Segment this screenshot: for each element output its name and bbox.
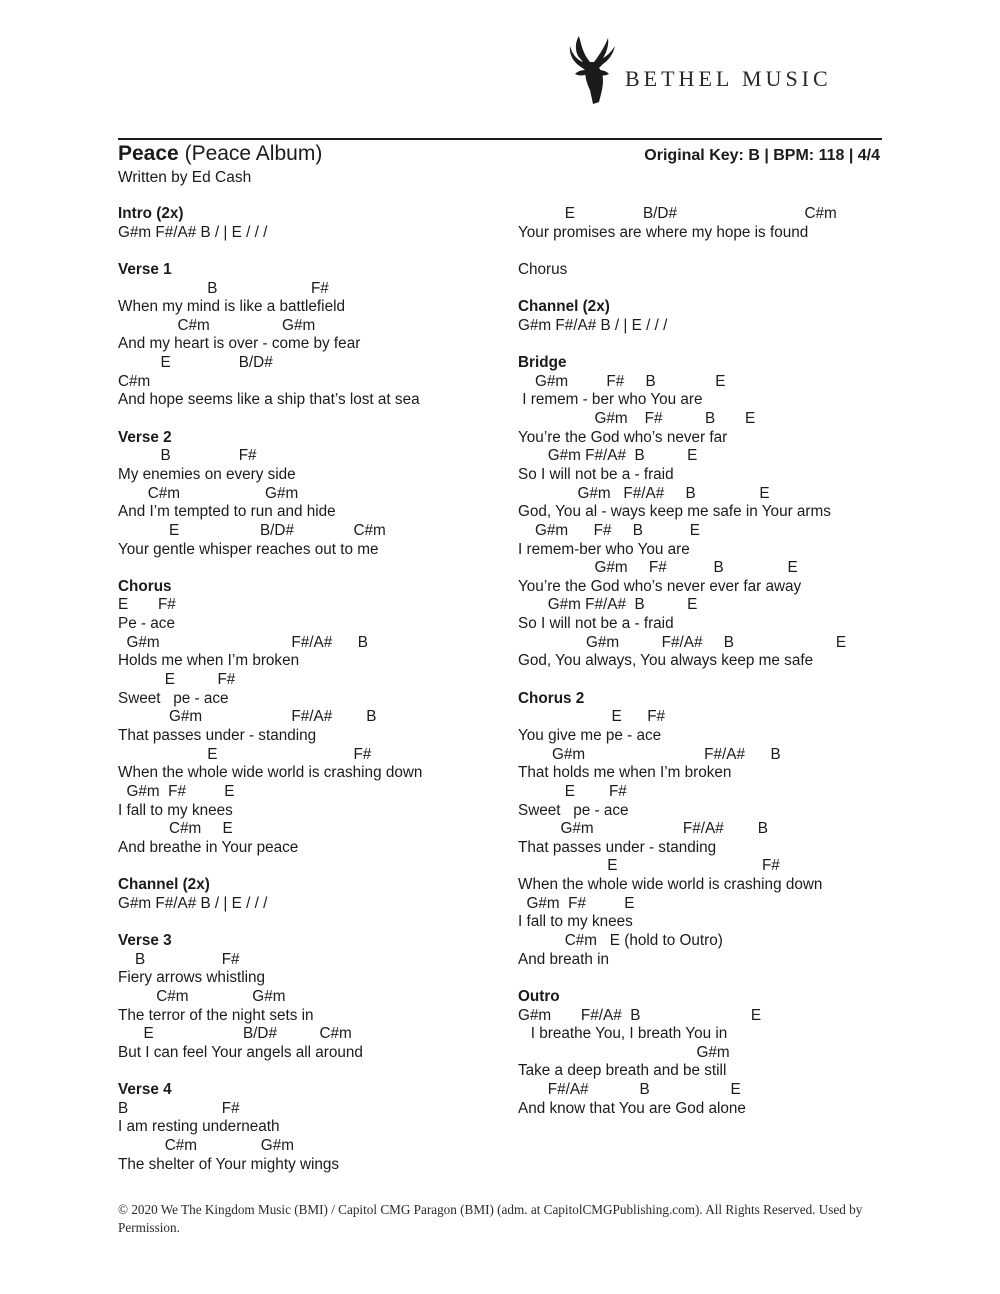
song-meta: Original Key: B | BPM: 118 | 4/4 (644, 147, 880, 164)
section-heading: Channel (2x) (118, 876, 210, 894)
chart-line: C#m G#m (118, 484, 299, 502)
chart-line: God, You al - ways keep me safe in Your arms (518, 503, 831, 521)
chart-line: E F# (518, 857, 780, 875)
chart-line: G#m F# B E (518, 372, 726, 390)
spacer-line (518, 280, 908, 299)
chart-line: G#m F#/A# B / | E / / / (518, 316, 668, 334)
section-heading: Outro (518, 987, 560, 1005)
chart-line: Sweet pe - ace (518, 801, 629, 819)
section-heading: Bridge (518, 354, 567, 372)
spacer-line (118, 1062, 490, 1081)
chart-line: God, You always, You always keep me safe (518, 652, 814, 670)
chart-line: I remem-ber who You are (518, 540, 690, 558)
spacer-line (518, 969, 908, 988)
chart-line: E F# (518, 782, 627, 800)
spacer-line (518, 671, 908, 690)
chart-line: G#m F#/A# B E (518, 1006, 762, 1024)
chart-line: So I will not be a - fraid (518, 615, 674, 633)
chart-line: And know that You are God alone (518, 1099, 746, 1117)
spacer-line (118, 410, 490, 429)
chart-line: G#m F#/A# B (518, 820, 768, 838)
spacer-line (118, 242, 490, 261)
chart-line: B F# (118, 447, 257, 465)
chart-line: E F# (518, 708, 666, 726)
chart-line: B F# (118, 1099, 240, 1117)
chart-line: E F# (118, 596, 176, 614)
chart-line: E B/D# C#m (118, 521, 386, 539)
spacer-line (518, 335, 908, 354)
chart-line: G#m F#/A# B E (518, 633, 847, 651)
album-name: (Peace Album) (184, 142, 323, 165)
section-heading: Verse 2 (118, 428, 172, 446)
chart-line: Fiery arrows whistling (118, 969, 266, 987)
chart-line: E B/D# C#m (118, 1025, 352, 1043)
section-heading: Chorus (118, 577, 172, 595)
chart-line: B F# (118, 950, 240, 968)
chart-line: I remem - ber who You are (518, 391, 703, 409)
spacer-line (118, 913, 490, 932)
chart-line: When the whole wide world is crashing down (118, 764, 423, 782)
song-title-line (118, 142, 322, 166)
chart-line: I breathe You, I breath You in (518, 1025, 728, 1043)
chart-line: B F# (118, 279, 329, 297)
chart-line: E F# (118, 745, 372, 763)
chart-line: G#m F#/A# B (118, 708, 377, 726)
spacer-line (518, 242, 908, 261)
spacer-line (118, 559, 490, 578)
chart-line: G#m F#/A# B / | E / / / (118, 894, 268, 912)
chart-line: G#m F# B E (518, 521, 700, 539)
chart-line: G#m F#/A# B / | E / / / (118, 223, 268, 241)
chart-line: G#m F#/A# B E (518, 447, 698, 465)
chart-line: And hope seems like a ship that’s lost at sea (118, 391, 420, 409)
chart-line: C#m (118, 372, 151, 390)
chart-line: When the whole wide world is crashing down (518, 876, 823, 894)
chart-line: When my mind is like a battlefield (118, 298, 345, 316)
chart-line: Take a deep breath and be still (518, 1062, 727, 1080)
chart-line: And breath in (518, 950, 609, 968)
section-heading: Verse 3 (118, 931, 172, 949)
chart-line: I fall to my knees (118, 801, 233, 819)
chart-line: E B/D# C#m (518, 205, 837, 222)
chart-line: C#m G#m (118, 987, 286, 1005)
right-column (518, 205, 908, 1118)
brand-name: BETHEL MUSIC (625, 66, 832, 91)
chart-line: G#m F#/A# B (118, 633, 368, 651)
chart-line: C#m G#m (118, 1137, 294, 1155)
chart-line: You’re the God who’s never ever far away (518, 577, 802, 595)
chart-line: C#m E (118, 820, 233, 838)
chart-line: My enemies on every side (118, 465, 296, 483)
chart-line: So I will not be a - fraid (518, 465, 674, 483)
chart-line: Sweet pe - ace (118, 689, 229, 707)
song-writer: Written by Ed Cash (118, 169, 252, 186)
copyright-footer: © 2020 We The Kingdom Music (BMI) / Capitol CMG Paragon (BMI) (adm. at CapitolCMGPublishing.com). All Rights Reserved. Used by Permission. (118, 1202, 863, 1235)
chart-line: You’re the God who’s never far (518, 428, 728, 446)
chart-line: E B/D# (118, 354, 273, 372)
chart-line: G#m F#/A# B (518, 745, 781, 763)
spacer-line (118, 857, 490, 876)
section-heading: Channel (2x) (518, 298, 610, 316)
chart-line: Pe - ace (118, 615, 175, 633)
stag-head-icon (563, 30, 621, 110)
chart-line: And breathe in Your peace (118, 838, 299, 856)
chart-line: The shelter of Your mighty wings (118, 1155, 340, 1173)
chart-line: And I’m tempted to run and hide (118, 503, 336, 521)
chart-line: C#m E (hold to Outro) (518, 931, 723, 949)
header-rule (118, 138, 882, 140)
chart-line: You give me pe - ace (518, 726, 662, 744)
chart-line: The terror of the night sets in (118, 1006, 314, 1024)
chart-line: I am resting underneath (118, 1118, 280, 1136)
chart-line: Your promises are where my hope is found (518, 223, 809, 241)
section-heading: Verse 1 (118, 260, 172, 278)
chart-line: That passes under - standing (118, 726, 317, 744)
chart-line: Chorus (518, 260, 568, 278)
section-heading: Intro (2x) (118, 205, 184, 222)
chart-line: G#m F#/A# B E (518, 484, 770, 502)
chart-line: F#/A# B E (518, 1081, 741, 1099)
chart-line: C#m G#m (118, 316, 316, 334)
left-column (118, 205, 490, 1174)
section-heading: Chorus 2 (518, 689, 585, 707)
brand-logo (563, 30, 883, 110)
chart-line: E F# (118, 671, 236, 689)
chart-line: That passes under - standing (518, 838, 717, 856)
chart-line: That holds me when I’m broken (518, 764, 732, 782)
section-heading: Verse 4 (118, 1081, 172, 1099)
chart-line: G#m F# B E (518, 559, 798, 577)
chart-line: G#m (518, 1043, 730, 1061)
chart-line: I fall to my knees (518, 913, 633, 931)
chart-line: G#m F# E (118, 782, 235, 800)
chart-line: Your gentle whisper reaches out to me (118, 540, 379, 558)
chart-line: G#m F#/A# B E (518, 596, 698, 614)
chart-line: G#m F# B E (518, 410, 756, 428)
song-title: Peace (118, 142, 179, 165)
chart-line: And my heart is over - come by fear (118, 335, 361, 353)
chart-line: But I can feel Your angels all around (118, 1043, 363, 1061)
chart-line: G#m F# E (518, 894, 635, 912)
chart-line: Holds me when I’m broken (118, 652, 300, 670)
